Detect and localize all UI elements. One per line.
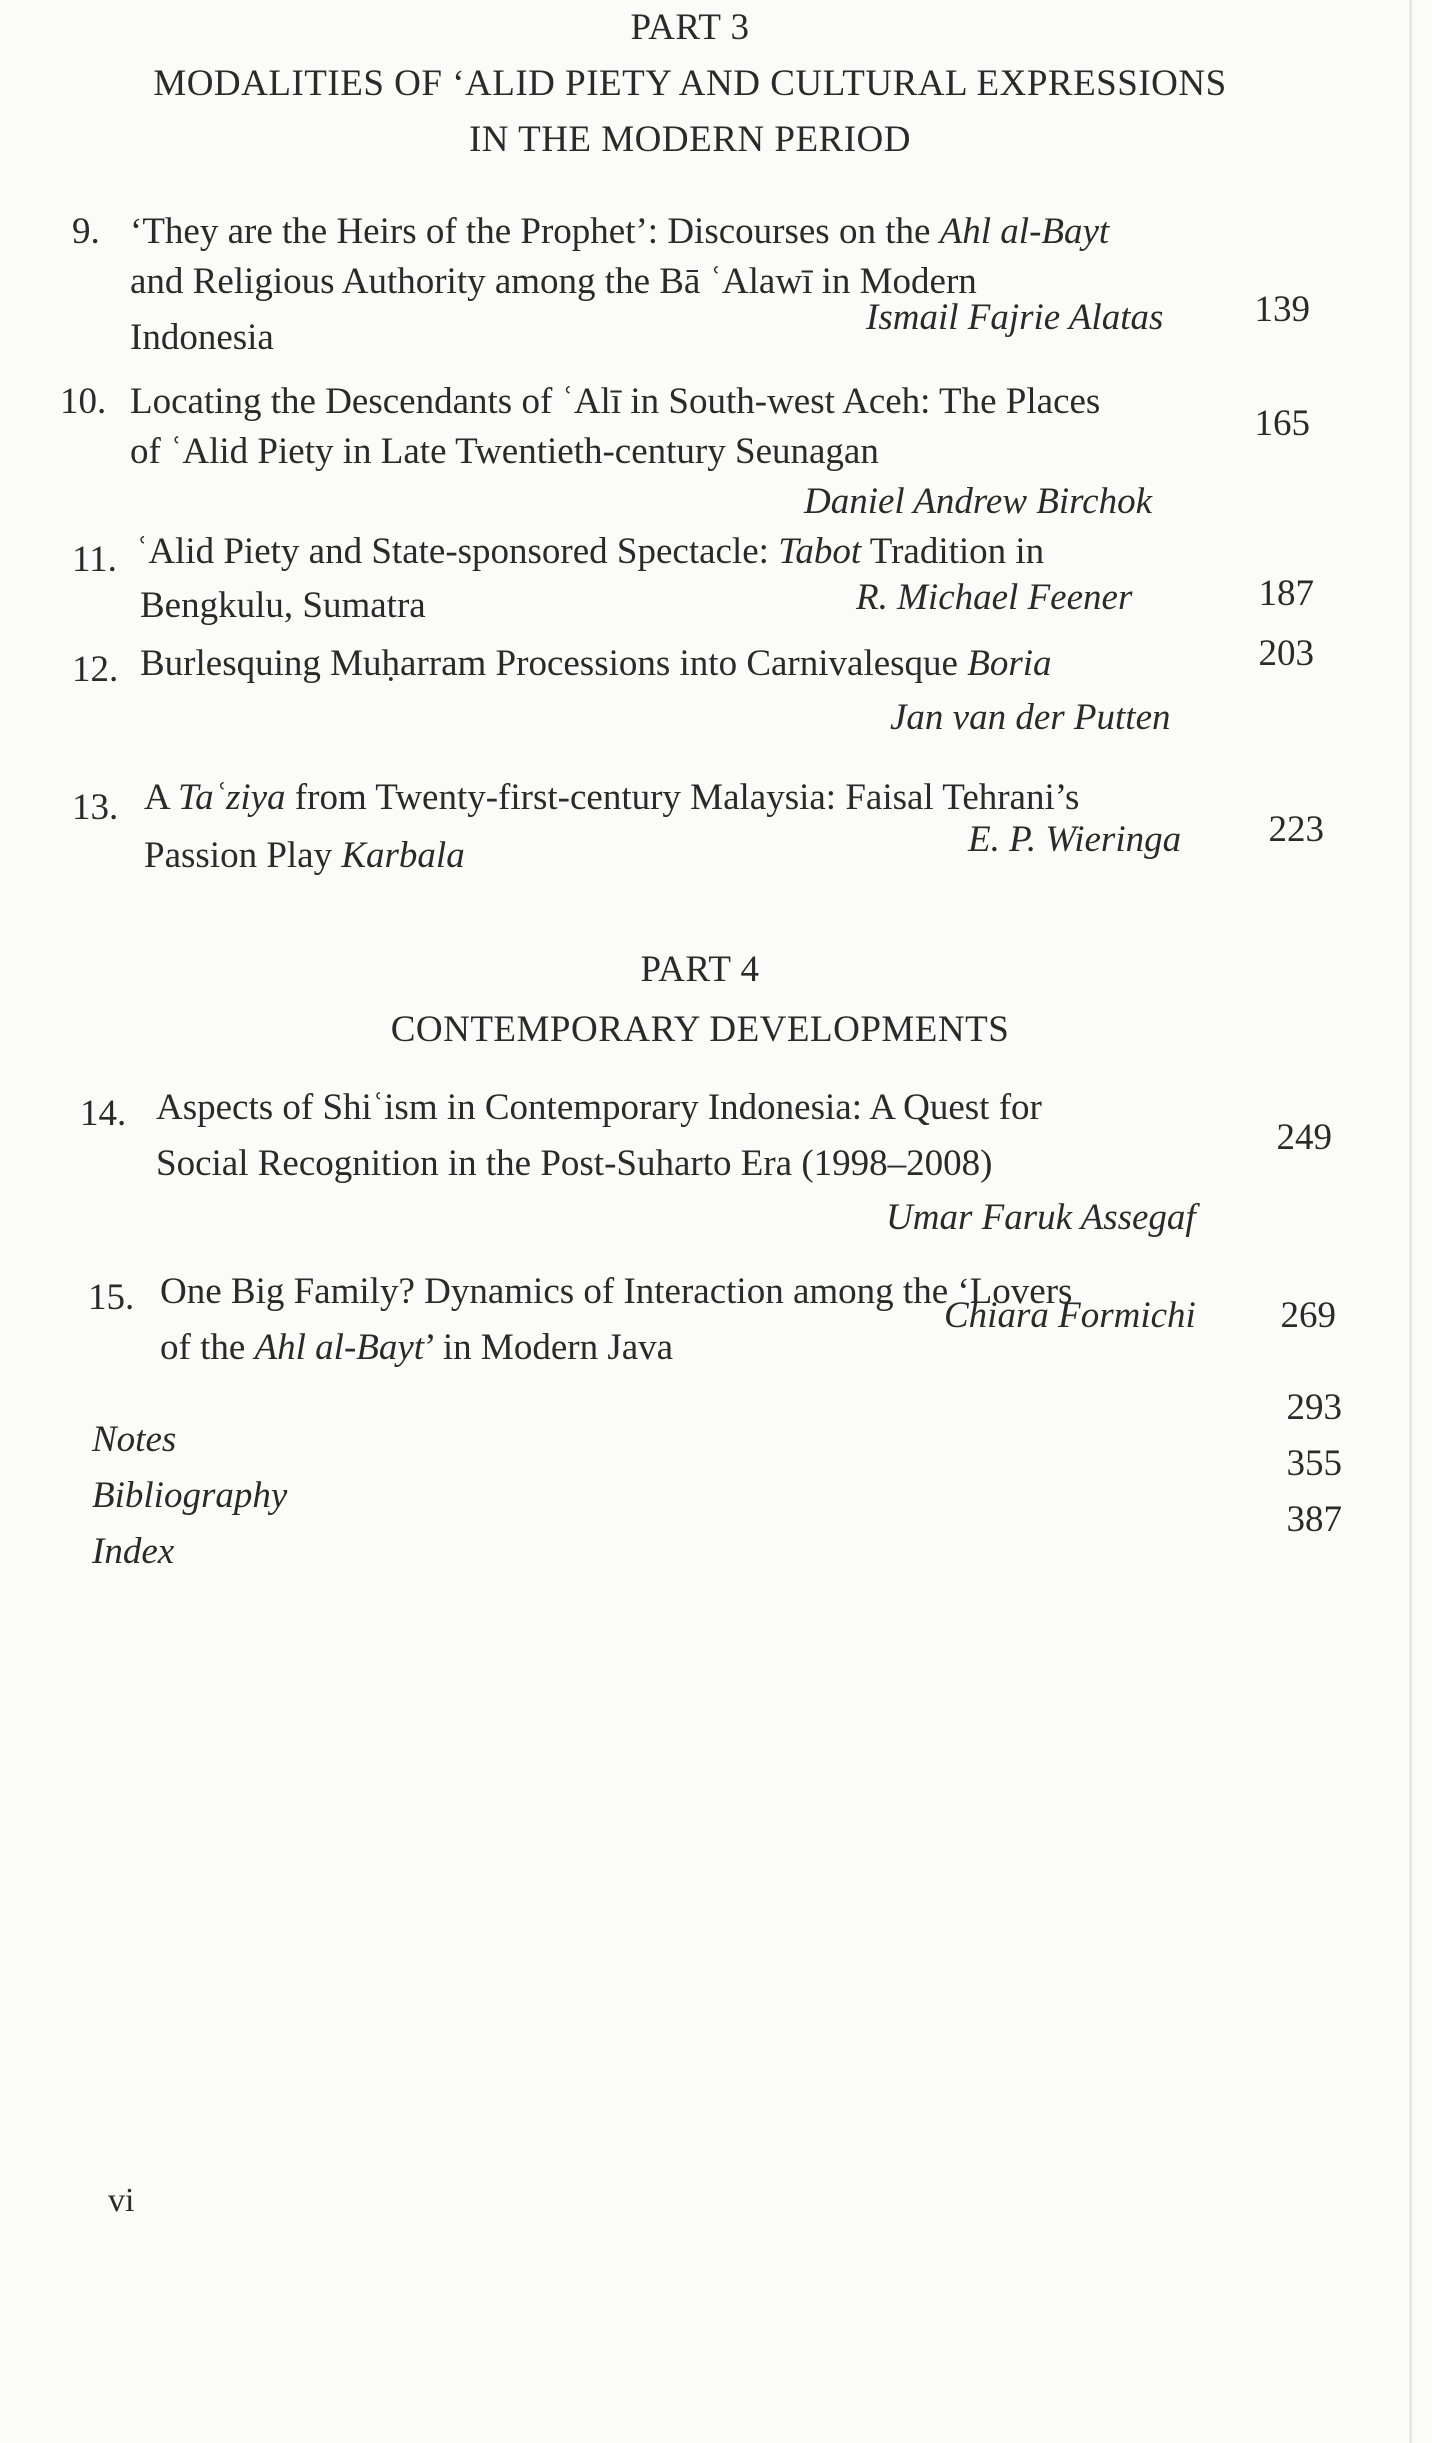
backmatter-bibliography[interactable]: Bibliography: [92, 1475, 288, 1516]
part-3-title-line-2: IN THE MODERN PERIOD: [468, 119, 911, 160]
entry-title-line-2: and Religious Authority among the Bā ʿAlawī in Modern: [130, 261, 977, 302]
entry-page: 187: [1258, 573, 1314, 614]
entry-title-line-2: Bengkulu, Sumatra: [140, 585, 426, 626]
backmatter-index-page: 387: [1286, 1499, 1342, 1540]
entry-page: 223: [1268, 809, 1324, 850]
part-3-heading: [0, 0, 1380, 168]
entry-author: R. Michael Feener: [856, 577, 1133, 618]
entry-author: E. P. Wieringa: [968, 819, 1182, 860]
backmatter-bibliography-page: 355: [1286, 1443, 1342, 1484]
part-3-label: PART 3: [630, 7, 750, 48]
entry-author: Umar Faruk Assegaf: [886, 1197, 1196, 1238]
page-edge: [1409, 0, 1412, 2443]
entry-title-line-1: ʿAlid Piety and State-sponsored Spectacle: Tabot Tradition in: [136, 531, 1045, 572]
backmatter-index[interactable]: Index: [92, 1531, 175, 1572]
entry-page: 203: [1258, 633, 1314, 674]
entry-title-line-1: Burlesquing Muḥarram Processions into Carnivalesque Boria: [140, 643, 1052, 684]
entry-title-line-1: Locating the Descendants of ʿAlī in South-west Aceh: The Places: [130, 381, 1101, 422]
entry-page: 269: [1280, 1295, 1336, 1336]
entry-page: 249: [1276, 1117, 1332, 1158]
entry-number: 9.: [72, 211, 100, 252]
entry-page: 139: [1254, 289, 1310, 330]
entry-title-line-2: of ʿAlid Piety in Late Twentieth-century Seunagan: [130, 431, 879, 472]
entry-title-line-2: of the Ahl al-Bayt’ in Modern Java: [160, 1327, 674, 1368]
entry-title-line-2: Social Recognition in the Post-Suharto Era (1998–2008): [156, 1143, 993, 1184]
entry-title-line-1: A Taʿziya from Twenty-first-century Malaysia: Faisal Tehrani’s: [144, 777, 1080, 818]
entry-author: Daniel Andrew Birchok: [804, 481, 1153, 522]
part-4-label: PART 4: [640, 949, 760, 990]
page-folio: vi: [108, 2182, 135, 2219]
entry-number: 11.: [72, 539, 117, 580]
entry-author: Chiara Formichi: [944, 1295, 1196, 1336]
part-4-heading: [0, 942, 1400, 1058]
entry-author: Jan van der Putten: [890, 697, 1171, 738]
backmatter-notes-page: 293: [1286, 1387, 1342, 1428]
entry-number: 10.: [60, 381, 107, 422]
part-3-title-line-1: MODALITIES OF ‘ALID PIETY AND CULTURAL EXPRESSIONS: [153, 63, 1227, 104]
entry-number: 15.: [88, 1277, 135, 1318]
entry-title-line-1: ‘They are the Heirs of the Prophet’: Discourses on the Ahl al-Bayt: [130, 211, 1110, 252]
entry-author: Ismail Fajrie Alatas: [866, 297, 1164, 338]
entry-title-line-1: One Big Family? Dynamics of Interaction among the ‘Lovers: [160, 1271, 1073, 1312]
entry-number: 14.: [80, 1093, 127, 1134]
entry-page: 165: [1254, 403, 1310, 444]
part-4-title: CONTEMPORARY DEVELOPMENTS: [390, 1009, 1010, 1050]
entry-number: 12.: [72, 649, 119, 690]
entry-title-line-2: Passion Play Karbala: [144, 835, 465, 876]
entry-title-line-3: Indonesia: [130, 317, 274, 358]
backmatter-notes[interactable]: Notes: [92, 1419, 177, 1460]
entry-number: 13.: [72, 787, 119, 828]
entry-title-line-1: Aspects of Shiʿism in Contemporary Indonesia: A Quest for: [156, 1087, 1042, 1128]
